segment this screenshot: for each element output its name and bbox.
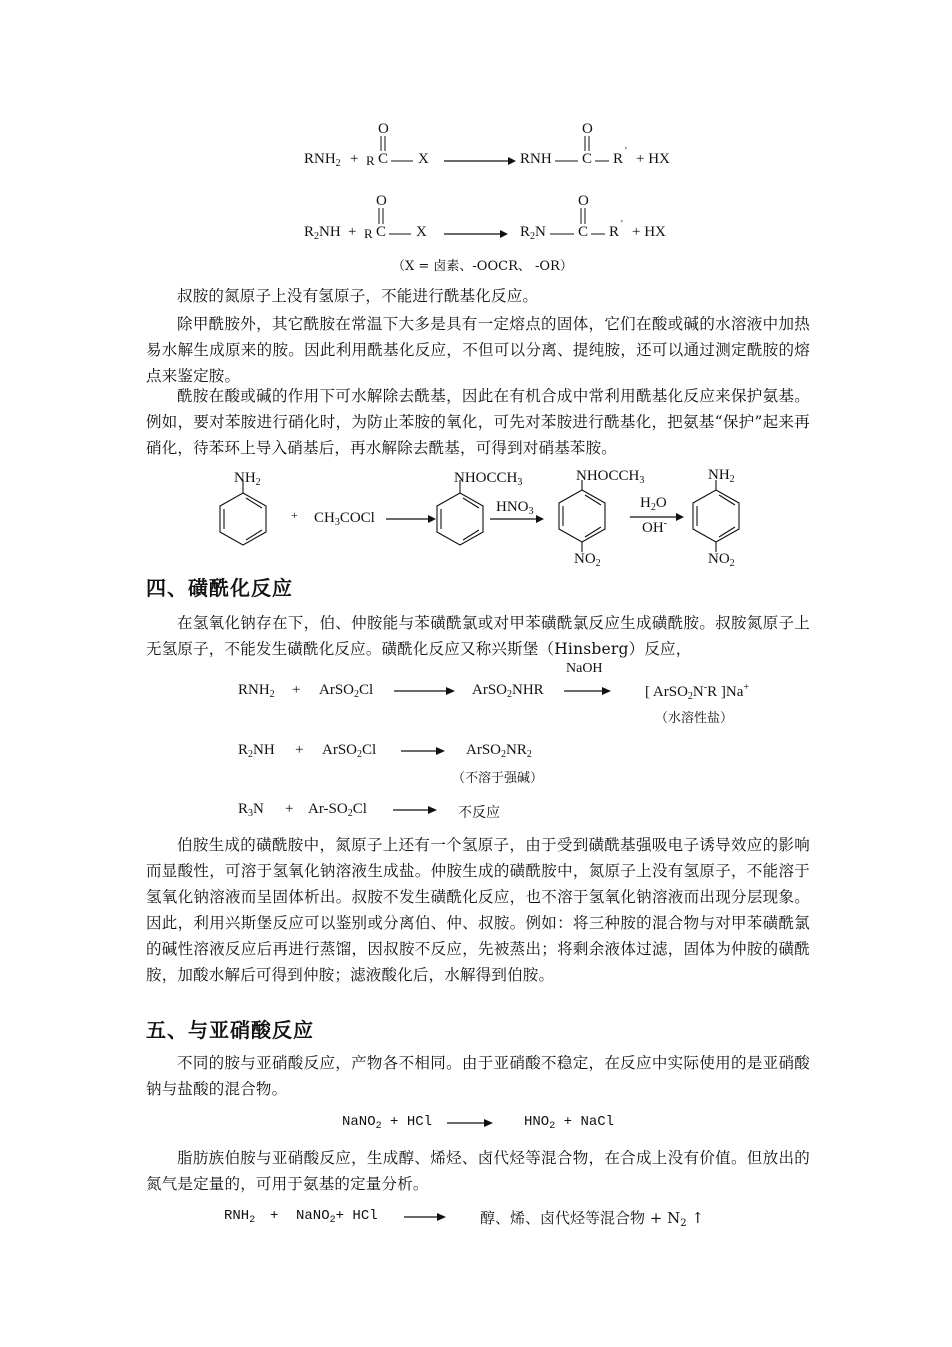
- hydrolysis-water: $H_2O$: [640, 495, 667, 513]
- acetyl-chloride: $CH_3COCl$: [314, 510, 375, 528]
- benzene-ring-acetanilide: [437, 480, 483, 545]
- acetanilide-group: $NHOCCH_3$: [454, 470, 523, 488]
- eq1-product-prime: ': [625, 146, 627, 157]
- paragraph-nitrous-acid-intro: 不同的胺与亚硝酸反应，产物各不相同。由于亚硝酸不稳定，在反应中实际使用的是亚硝酸钠与盐酸的混合物。: [146, 1054, 810, 1098]
- eq1-acyl-o: O: [378, 121, 389, 137]
- benzene-ring-nitroaniline: [693, 480, 739, 552]
- scheme-plus: +: [291, 508, 298, 522]
- acylation-x-note: （X = 卤素、-OOCR、 -OR）: [392, 259, 573, 274]
- paragraph-tertiary-amine: 叔胺的氮原子上没有氢原子，不能进行酰基化反应。: [177, 287, 539, 305]
- paragraph-primary-amine-nitrous: 脂肪族伯胺与亚硝酸反应，生成醇、烯烃、卤代烃等混合物，在合成上没有价值。但放出的氮气是定量的，可用于氨基的定量分析。: [146, 1149, 810, 1193]
- n-eq2-plus: +: [270, 1208, 279, 1224]
- aniline-nh2: $NH_2$: [234, 470, 261, 488]
- benzene-ring-aniline: [220, 480, 266, 545]
- n-eq2-amine: $RNH_2$: [224, 1208, 256, 1226]
- eq2-product-c: C: [578, 224, 589, 240]
- s-eq3-plus: +: [285, 801, 294, 817]
- eq2-byproduct: + HX: [632, 224, 666, 240]
- nitro-group-2: $NO_2$: [708, 551, 735, 569]
- eq2-plus: +: [348, 224, 357, 240]
- hydrolysis-hydroxide: OH-: [642, 518, 668, 536]
- eq2-product-r: R: [609, 224, 620, 240]
- paragraph-amino-protection: 酰胺在酸或碱的作用下可水解除去酰基，因此在有机合成中常利用酰基化反应来保护氨基。例如，要对苯胺进行硝化时，为防止苯胺的氧化，可先对苯胺进行酰基化，把氨基“保护”起来再硝化，待苯环上导入硝基后，再水解除去酰基，可得到对硝基苯胺。: [146, 387, 810, 457]
- paragraph-amide-hydrolysis: 除甲酰胺外，其它酰胺在常温下大多是具有一定熔点的固体，它们在酸或碱的水溶液中加热易水解生成原来的胺。因此利用酰基化反应，不但可以分离、提纯胺，还可以通过测定酰胺的熔点来鉴定胺。: [146, 315, 810, 385]
- s-eq2-sulfonyl-chloride: ArSO$_2$Cl: [322, 742, 377, 760]
- s-eq1-primary-amine: $RNH_2$: [238, 682, 275, 700]
- s-eq1-note: （水溶性盐）: [655, 711, 734, 726]
- eq1-product-o: O: [582, 121, 593, 137]
- eq2-product-prime: ': [621, 219, 623, 230]
- s-eq1-sulfonyl-chloride: ArSO$_2$Cl: [319, 682, 374, 700]
- s-eq2-plus: +: [295, 742, 304, 758]
- eq1-acyl-x: X: [418, 151, 429, 167]
- s-eq1-sodium-salt: [ ArSO$_2$N-R ]Na+: [645, 682, 749, 702]
- eq2-reactant-amine: $R_2NH$: [304, 224, 341, 242]
- benzene-ring-nitro-acetanilide: [559, 480, 605, 552]
- eq1-byproduct: + HX: [636, 151, 670, 167]
- s-eq2-secondary-amine: $R_2NH$: [238, 742, 275, 760]
- s-eq1-sulfonamide: ArSO$_2$NHR: [472, 682, 544, 700]
- s-eq3-tertiary-amine: $R_3N$: [238, 801, 264, 819]
- nitroaniline-nh2: $NH_2$: [708, 467, 735, 485]
- paragraph-hinsberg-intro: 在氢氧化钠存在下，伯、仲胺能与苯磺酰氯或对甲苯磺酰氯反应生成磺酰胺。叔胺氮原子上无氢原子，不能发生磺酰化反应。磺酰化反应又称兴斯堡（Hinsberg）反应，: [146, 614, 810, 658]
- eq2-acyl-o: O: [376, 193, 387, 209]
- eq1-acyl-r: R: [366, 153, 375, 168]
- n-eq2-reagent: NaNO$_2$+ HCl: [296, 1208, 378, 1226]
- eq1-reactant-amine: $RNH_2$: [304, 151, 341, 169]
- eq2-product-o: O: [578, 193, 589, 209]
- s-eq3-sulfonyl-chloride: $Ar-SO_2Cl$: [308, 801, 367, 819]
- paragraph-hinsberg-explanation: 伯胺生成的磺酰胺中，氮原子上还有一个氢原子，由于受到磺酰基强吸电子诱导效应的影响而显酸性，可溶于氢氧化钠溶液生成盐。仲胺生成的磺酰胺中，氮原子上没有氢原子，不能溶于氢氧化钠溶液而呈固体析出。叔胺不发生磺酰化反应，也不溶于氢氧化钠溶液而出现分层现象。因此，利用兴斯堡反应可以鉴别或分离伯、仲、叔胺。例如：将三种胺的混合物与对甲苯磺酰氯的碱性溶液反应后再进行蒸馏，因叔胺不反应，先被蒸出；将剩余液体过滤，固体为仲胺的磺酰胺，加酸水解后可得到仲胺；滤液酸化后，水解得到伯胺。: [146, 836, 810, 984]
- section-title-sulfonylation: 四、磺酰化反应: [146, 576, 293, 600]
- s-eq1-plus: +: [292, 682, 301, 698]
- eq2-acyl-x: X: [416, 224, 427, 240]
- section-title-nitrous-acid: 五、与亚硝酸反应: [146, 1018, 314, 1042]
- nitration-reagent: $HNO_3$: [496, 499, 534, 517]
- s-eq3-no-reaction: 不反应: [458, 805, 500, 821]
- n-eq1-right: $HNO_2$ + NaCl: [524, 1114, 615, 1132]
- eq2-product-n: $R_2N$: [520, 224, 546, 242]
- eq2-acyl-r: R: [364, 226, 373, 241]
- eq1-acyl-c: C: [378, 151, 389, 167]
- n-eq2-products: 醇、烯、卤代烃等混合物 + $N_2$ ↑: [480, 1209, 704, 1229]
- eq1-product-r: R: [613, 151, 624, 167]
- eq1-product-c: C: [582, 151, 593, 167]
- n-eq1-left: NaNO$_2$ + HCl: [342, 1114, 433, 1132]
- nitro-group-1: $NO_2$: [574, 551, 601, 569]
- eq1-plus: +: [350, 151, 359, 167]
- nitro-acetanilide-group: $NHOCCH_3$: [576, 468, 645, 486]
- s-eq2-note: （不溶于强碱）: [452, 771, 544, 786]
- eq1-product-n: RNH: [520, 151, 552, 167]
- eq2-acyl-c: C: [376, 224, 387, 240]
- s-eq1-naoh: NaOH: [566, 661, 603, 676]
- s-eq2-product: $ArSO_2NR_2$: [466, 742, 532, 760]
